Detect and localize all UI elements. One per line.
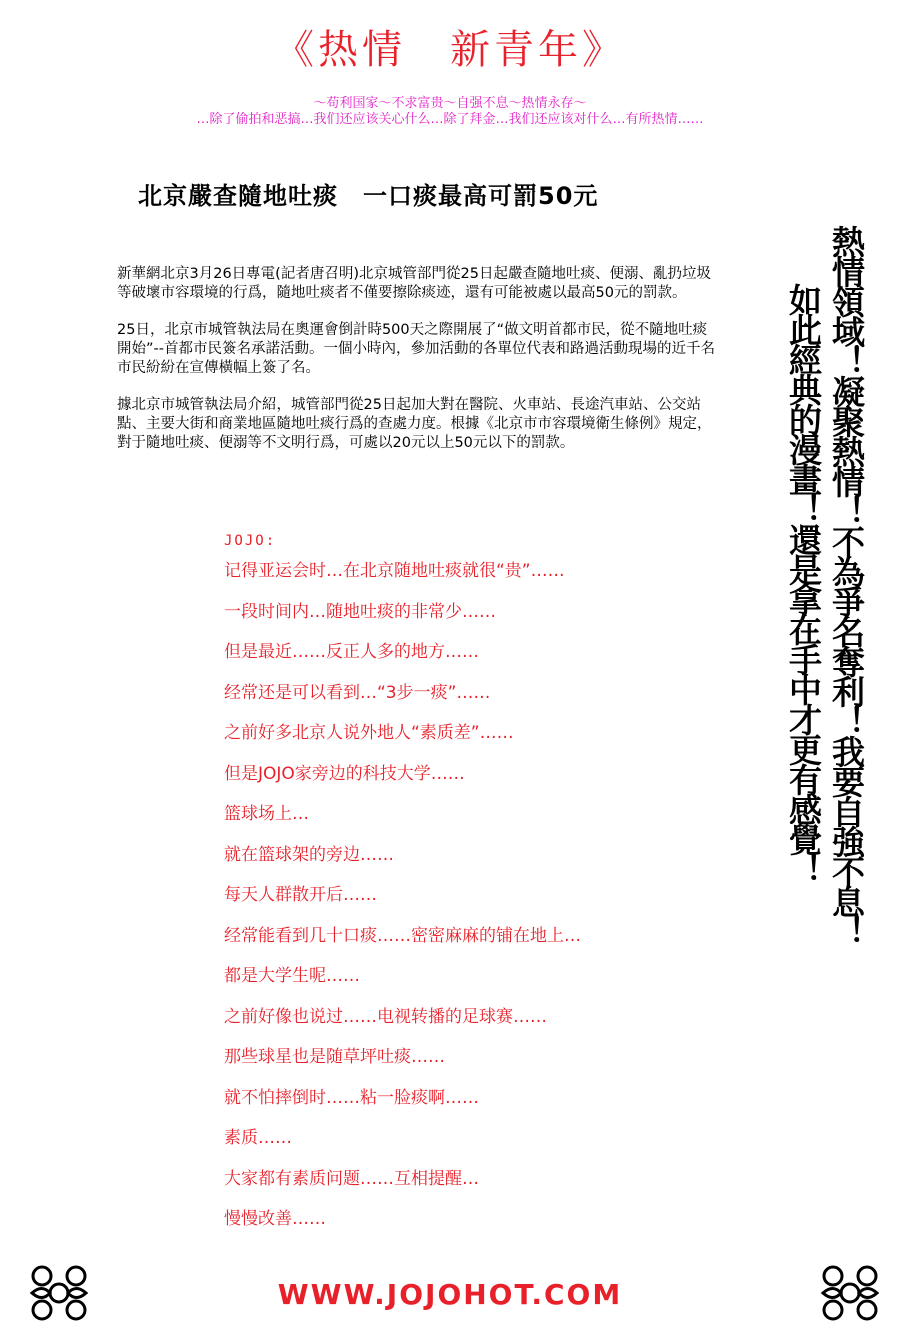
- comment-line: 都是大学生呢……: [224, 966, 360, 986]
- comment-line: 就不怕摔倒时……粘一脸痰啊……: [224, 1087, 479, 1108]
- site-url-link[interactable]: WWW.JOJOHOT.COM: [277, 1278, 623, 1311]
- comment-line: 之前好像也说过……电视转播的足球赛……: [224, 1006, 547, 1027]
- comment-line: 每天人群散开后……: [224, 885, 377, 905]
- site-title: 《热情 新青年》: [274, 27, 626, 73]
- article-body: [117, 265, 717, 471]
- comment-line: 但是JOJO家旁边的科技大学……: [224, 763, 465, 784]
- comment-line: 大家都有素质问题……互相提醒…: [224, 1168, 479, 1189]
- jojo-comments: [224, 533, 744, 1248]
- comment-line: 经常能看到几十口痰……密密麻麻的铺在地上…: [224, 925, 581, 946]
- article-paragraph: 25日，北京市城管執法局在奧運會倒計時500天之際開展了“做文明首都市民，從不隨地吐痰開始”--首都市民簽名承諾活動。一個小時內，參加活動的各單位代表和路過活動現場的近千名市民紛紛在宣傳橫幅上簽了名。: [117, 322, 715, 376]
- article-paragraph: 新華網北京3月26日專電(記者唐召明)北京城管部門從25日起嚴查隨地吐痰、便溺、亂扔垃圾等破壞市容環境的行爲，隨地吐痰者不僅要擦除痰迹，還有可能被處以最高50元的罰款。: [117, 266, 711, 301]
- comment-line: 慢慢改善……: [224, 1209, 326, 1229]
- article-headline: 北京嚴查隨地吐痰 一口痰最高可罰50元: [138, 182, 599, 210]
- comment-line: 但是最近……反正人多的地方……: [224, 642, 479, 662]
- motto-subline: …除了偷拍和恶搞…我们还应该关心什么…除了拜金…我们还应该对什么…有所热情……: [196, 112, 704, 127]
- comment-line: 素质……: [224, 1128, 292, 1148]
- side-slogan-right: 熱情領域！凝聚熱情！不為爭名奪利！我要自強不息！: [827, 225, 866, 945]
- comment-line: 一段时间内…随地吐痰的非常少……: [224, 601, 496, 622]
- ornament-knot-icon: [24, 1258, 94, 1328]
- article-paragraph: 據北京市城管執法局介紹，城管部門從25日起加大對在醫院、火車站、長途汽車站、公交站點、主要大街和商業地區隨地吐痰行爲的查處力度。根據《北京市市容環境衛生條例》規定，對于隨地吐痰、便溺等不文明行爲，可處以20元以上50元以下的罰款。: [117, 397, 712, 451]
- motto-line: ～苟利国家～不求富贵～自强不息～热情永存～: [313, 96, 587, 111]
- comment-line: 篮球场上…: [224, 804, 309, 824]
- comment-line: 之前好多北京人说外地人“素质差”……: [224, 723, 514, 743]
- comment-line: 经常还是可以看到…“3步一痰”……: [224, 682, 491, 703]
- comment-line: 记得亚运会时…在北京随地吐痰就很“贵”……: [224, 561, 565, 581]
- comment-line: 就在篮球架的旁边……: [224, 844, 394, 865]
- ornament-knot-icon: [815, 1258, 885, 1328]
- comment-author-label: JOJO:: [224, 533, 277, 549]
- side-slogan-left: 如此經典的漫畫！還是拿在手中才更有感覺！: [784, 283, 823, 883]
- comment-line: 那些球星也是随草坪吐痰……: [224, 1047, 445, 1067]
